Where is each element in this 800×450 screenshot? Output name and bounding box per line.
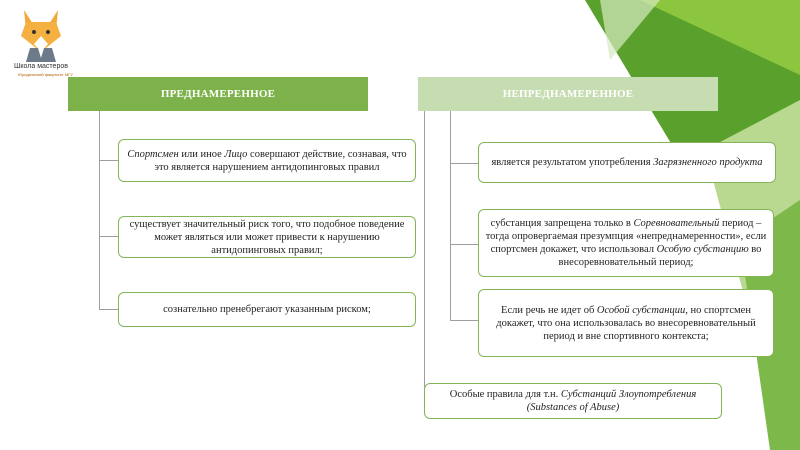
connector-right-vertical-outer [424, 111, 425, 398]
connector-right-vertical-inner [450, 111, 451, 321]
text-fragment: является результатом употребления [491, 157, 654, 168]
box-text [491, 156, 762, 169]
text-fragment: период – тогда опровергаемая презумпция «непреднамеренности», если спортсмен докажет, что использовал [485, 218, 767, 255]
box-text [485, 217, 767, 269]
logo-subtitle: Юридический факультет МГУ [18, 72, 73, 77]
intentional-item-1 [118, 139, 416, 182]
connector-right-h3 [450, 320, 478, 321]
header-unintentional: НЕПРЕДНАМЕРЕННОЕ [418, 77, 718, 111]
unintentional-item-3 [478, 289, 774, 357]
text-fragment: Особые правила для т.н. [449, 389, 561, 400]
text-fragment: , но спортсмен докажет, что она использовалась во внесоревновательный период и вне спортивного контекста; [496, 304, 756, 342]
box-text [125, 148, 409, 174]
text-fragment: Если речь не идет об [501, 304, 597, 316]
connector-left-h1 [99, 160, 118, 161]
connector-right-h1 [450, 163, 478, 164]
box-text [431, 388, 715, 414]
unintentional-item-4 [424, 383, 722, 419]
connector-left-h2 [99, 236, 118, 237]
box-text [485, 304, 767, 343]
box-text [163, 303, 371, 316]
logo-title: Школа мастеров [14, 63, 68, 70]
text-fragment: во внесоревновательный период; [558, 244, 762, 268]
connector-right-h2 [450, 244, 478, 245]
italic-term: Субстанций Злоупотребления (Substances of Abuse) [526, 389, 697, 413]
text-fragment: совершают действие, сознавая, что это является нарушением антидопинговых правил [154, 148, 407, 173]
italic-term: Спортсмен [127, 148, 179, 160]
unintentional-item-1 [478, 142, 776, 183]
text-fragment: или иное [178, 148, 225, 160]
connector-left-vertical [99, 111, 100, 309]
italic-term: Особой субстанции [596, 304, 686, 316]
unintentional-item-2 [478, 209, 774, 277]
italic-term: Лицо [224, 148, 248, 160]
text-fragment: сознательно пренебрегают указанным риском; [163, 304, 371, 315]
header-intentional: ПРЕДНАМЕРЕННОЕ [68, 77, 368, 111]
italic-term: Особую субстанцию [656, 244, 749, 255]
school-logo [6, 6, 76, 78]
fox-logo-icon [16, 8, 66, 62]
italic-term: Загрязненного продукта [653, 157, 763, 168]
text-fragment: существует значительный риск того, что подобное поведение может являться или может привести к нарушению антидопинговых правил; [129, 218, 405, 256]
intentional-item-3 [118, 292, 416, 327]
connector-left-h3 [99, 309, 118, 310]
intentional-item-2 [118, 216, 416, 258]
text-fragment: субстанция запрещена только в [490, 218, 634, 229]
box-text [125, 218, 409, 257]
italic-term: Соревновательный [633, 218, 720, 229]
